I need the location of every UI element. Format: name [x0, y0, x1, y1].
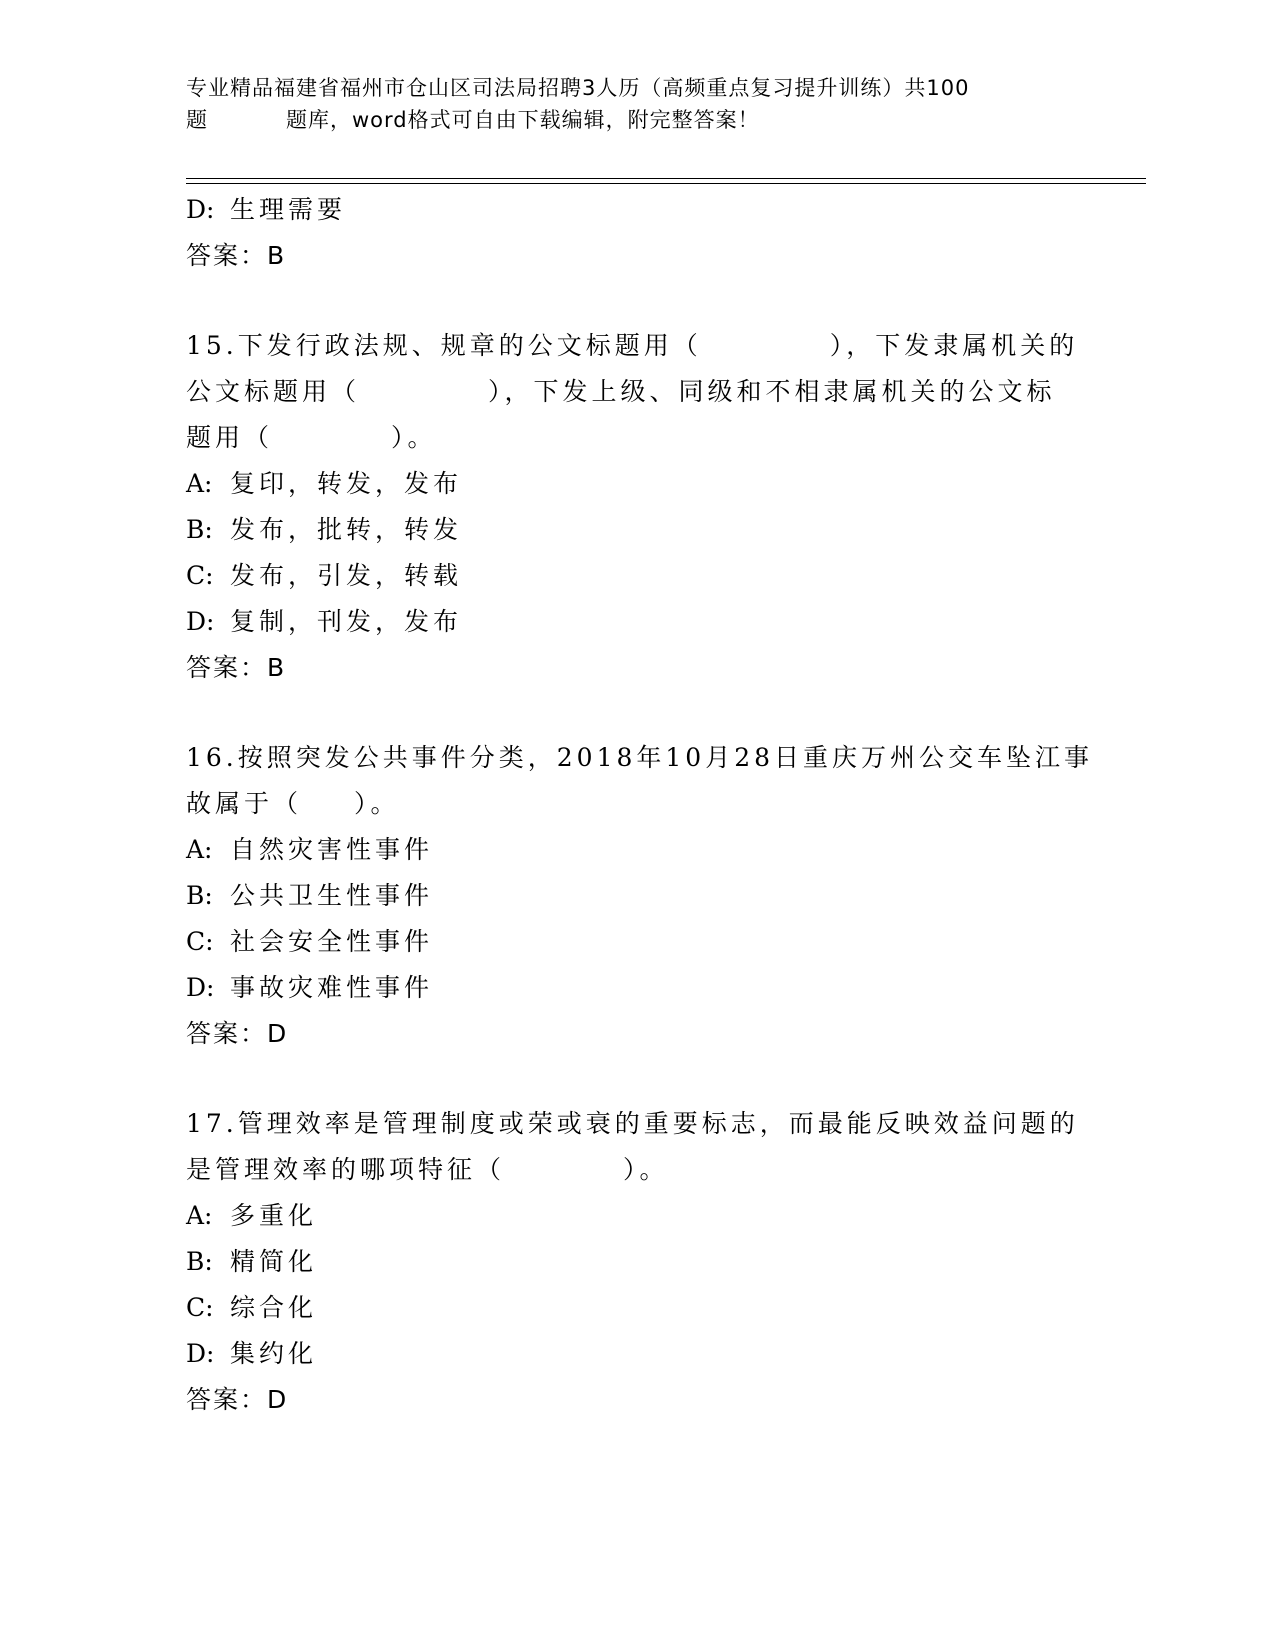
option-b: B: 发布，批转，转发 [186, 515, 463, 544]
answer: 答案：B [186, 241, 287, 270]
option-d [186, 187, 1086, 233]
header-subtitle-line [186, 104, 1086, 136]
question-text-line: 是管理效率的哪项特征（ ）。 [186, 1155, 669, 1184]
option-a: A: 多重化 [186, 1201, 318, 1230]
option-c: C: 发布，引发，转载 [186, 561, 463, 590]
question-text-line: 16.按照突发公共事件分类，2018年10月28日重庆万州公交车坠江事 [186, 743, 1094, 772]
option-c: C: 社会安全性事件 [186, 927, 434, 956]
answer: 答案：D [186, 1019, 289, 1048]
question-list [186, 187, 1094, 1423]
question-text-line: 17.管理效率是管理制度或荣或衰的重要标志，而最能反映效益问题的 [186, 1109, 1079, 1138]
question-text-line: 故属于（ ）。 [186, 789, 400, 818]
question-16 [186, 735, 1094, 1057]
header-divider-bottom [186, 183, 1146, 184]
option-b: B: 精简化 [186, 1247, 318, 1276]
question-text-line: 15.下发行政法规、规章的公文标题用（ ），下发隶属机关的 [186, 331, 1079, 360]
document-header [186, 72, 1086, 136]
header-subtitle-prefix: 题 [186, 108, 208, 132]
header-divider-top [186, 178, 1146, 179]
option-d: D: 集约化 [186, 1339, 318, 1368]
option-text: 生理需要 [230, 195, 347, 224]
header-title-line: 专业精品福建省福州市仓山区司法局招聘3人历（高频重点复习提升训练）共100 [186, 76, 970, 100]
question-text-line: 公文标题用（ ），下发上级、同级和不相隶属机关的公文标 [186, 377, 1056, 406]
answer: 答案：D [186, 1385, 289, 1414]
option-a: A: 自然灾害性事件 [186, 835, 434, 864]
answer: 答案：B [186, 653, 287, 682]
option-key: D: [186, 195, 215, 224]
question-text-line: 题用（ ）。 [186, 423, 437, 452]
question-17 [186, 1101, 1086, 1423]
option-a: A: 复印，转发，发布 [186, 469, 463, 498]
option-c: C: 综合化 [186, 1293, 318, 1322]
option-b: B: 公共卫生性事件 [186, 881, 434, 910]
header-subtitle-text: 题库，word格式可自由下载编辑，附完整答案！ [286, 108, 760, 132]
question-15 [186, 323, 1086, 691]
option-d: D: 事故灾难性事件 [186, 973, 434, 1002]
option-d: D: 复制，刊发，发布 [186, 607, 463, 636]
